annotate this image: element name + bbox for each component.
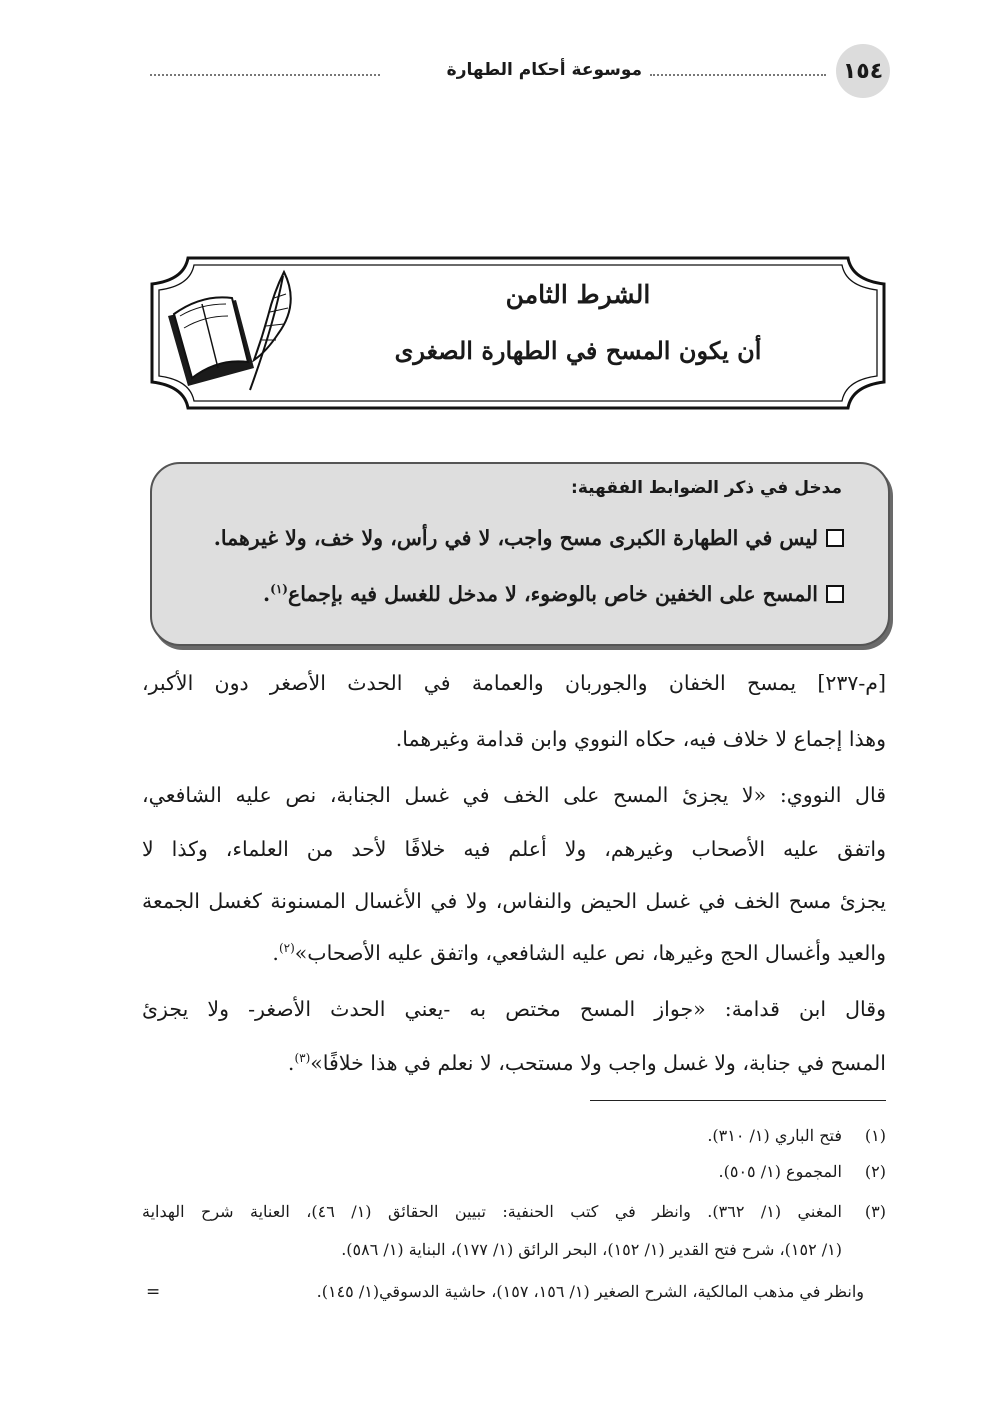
footnote-text: المجموع (١/ ٥٠٥). — [718, 1162, 842, 1181]
footnote-text: (١/ ١٥٢)، شرح فتح القدير (١/ ١٥٢)، البحر الرائق (١/ ١٧٧)، البناية (١/ ٥٨٦). — [341, 1240, 842, 1259]
running-header — [150, 44, 890, 98]
footnote-ref: (٣) — [294, 1051, 311, 1066]
paragraph-line: والعيد وأغسال الحج وغيرها، نص عليه الشافعي، واتفق عليه الأصحاب»$^{(٢)}$. — [272, 941, 886, 965]
rules-summary-box — [150, 462, 890, 646]
rule-text: ليس في الطهارة الكبرى مسح واجب، لا في رأس، ولا خف، ولا غيرهما. — [213, 526, 818, 550]
footnote-number: (٣) — [864, 1202, 886, 1221]
footnote-text: فتح الباري (١/ ٣١٠). — [707, 1126, 842, 1145]
footnote-number: (٢) — [864, 1162, 886, 1181]
running-title: موسوعة أحكام الطهارة — [441, 60, 648, 80]
header-dotted-leader-right — [650, 74, 826, 76]
rule-item — [214, 526, 844, 550]
header-dotted-leader-left — [150, 74, 380, 76]
checkbox-icon — [826, 529, 844, 547]
paragraph-line: وقال ابن قدامة: «جواز المسح مختص به -يعني الحدث الأصغر- ولا يجزئ — [142, 997, 886, 1021]
paragraph-line: واتفق عليه الأصحاب وغيرهم، ولا أعلم فيه خلافًا لأحد من العلماء، وكذا لا — [142, 837, 886, 861]
chapter-subtitle: أن يكون المسح في الطهارة الصغرى — [394, 336, 762, 365]
rule-item — [263, 582, 844, 606]
footnote-number: (١) — [864, 1126, 886, 1145]
paragraph-line: المسح في جنابة، ولا غسل واجب ولا مستحب، لا نعلم في هذا خلافًا»$^{(٣)}$. — [287, 1051, 886, 1075]
rules-heading: مدخل في ذكر الضوابط الفقهية: — [571, 478, 842, 498]
rule-text: المسح على الخفين خاص بالوضوء، لا مدخل للغسل فيه بإجماع$^{(١)}$. — [263, 582, 818, 606]
continuation-mark: = — [146, 1282, 161, 1302]
paragraph-line: يجزئ مسح الخف في غسل الحيض والنفاس، ولا في الأغسال المسنونة كغسل الجمعة — [142, 889, 886, 913]
footnote-separator — [590, 1100, 886, 1101]
paragraph-line: قال النووي: «لا يجزئ المسح على الخف في غسل الجنابة، نص عليه الشافعي، — [142, 783, 886, 807]
checkbox-icon — [826, 585, 844, 603]
footnote-ref: (١) — [270, 582, 288, 597]
footnote-text: المغني (١/ ٣٦٢). وانظر في كتب الحنفية: تبيين الحقائق (١/ ٤٦)، العناية شرح الهداية — [142, 1202, 843, 1221]
chapter-title: الشرط الثامن — [505, 280, 651, 309]
paragraph-line: [م-٢٣٧] يمسح الخفان والجوربان والعمامة في الحدث الأصغر دون الأكبر، — [142, 671, 886, 695]
footnote-text: وانظر في مذهب المالكية، الشرح الصغير (١/ ١٥٦، ١٥٧)، حاشية الدسوقي(١/ ١٤٥). — [316, 1282, 864, 1301]
chapter-title-frame — [148, 254, 888, 412]
page-number: ١٥٤ — [836, 44, 890, 98]
paragraph-line: وهذا إجماع لا خلاف فيه، حكاه النووي وابن قدامة وغيرهما. — [395, 727, 886, 751]
footnote-ref: (٢) — [278, 941, 295, 956]
